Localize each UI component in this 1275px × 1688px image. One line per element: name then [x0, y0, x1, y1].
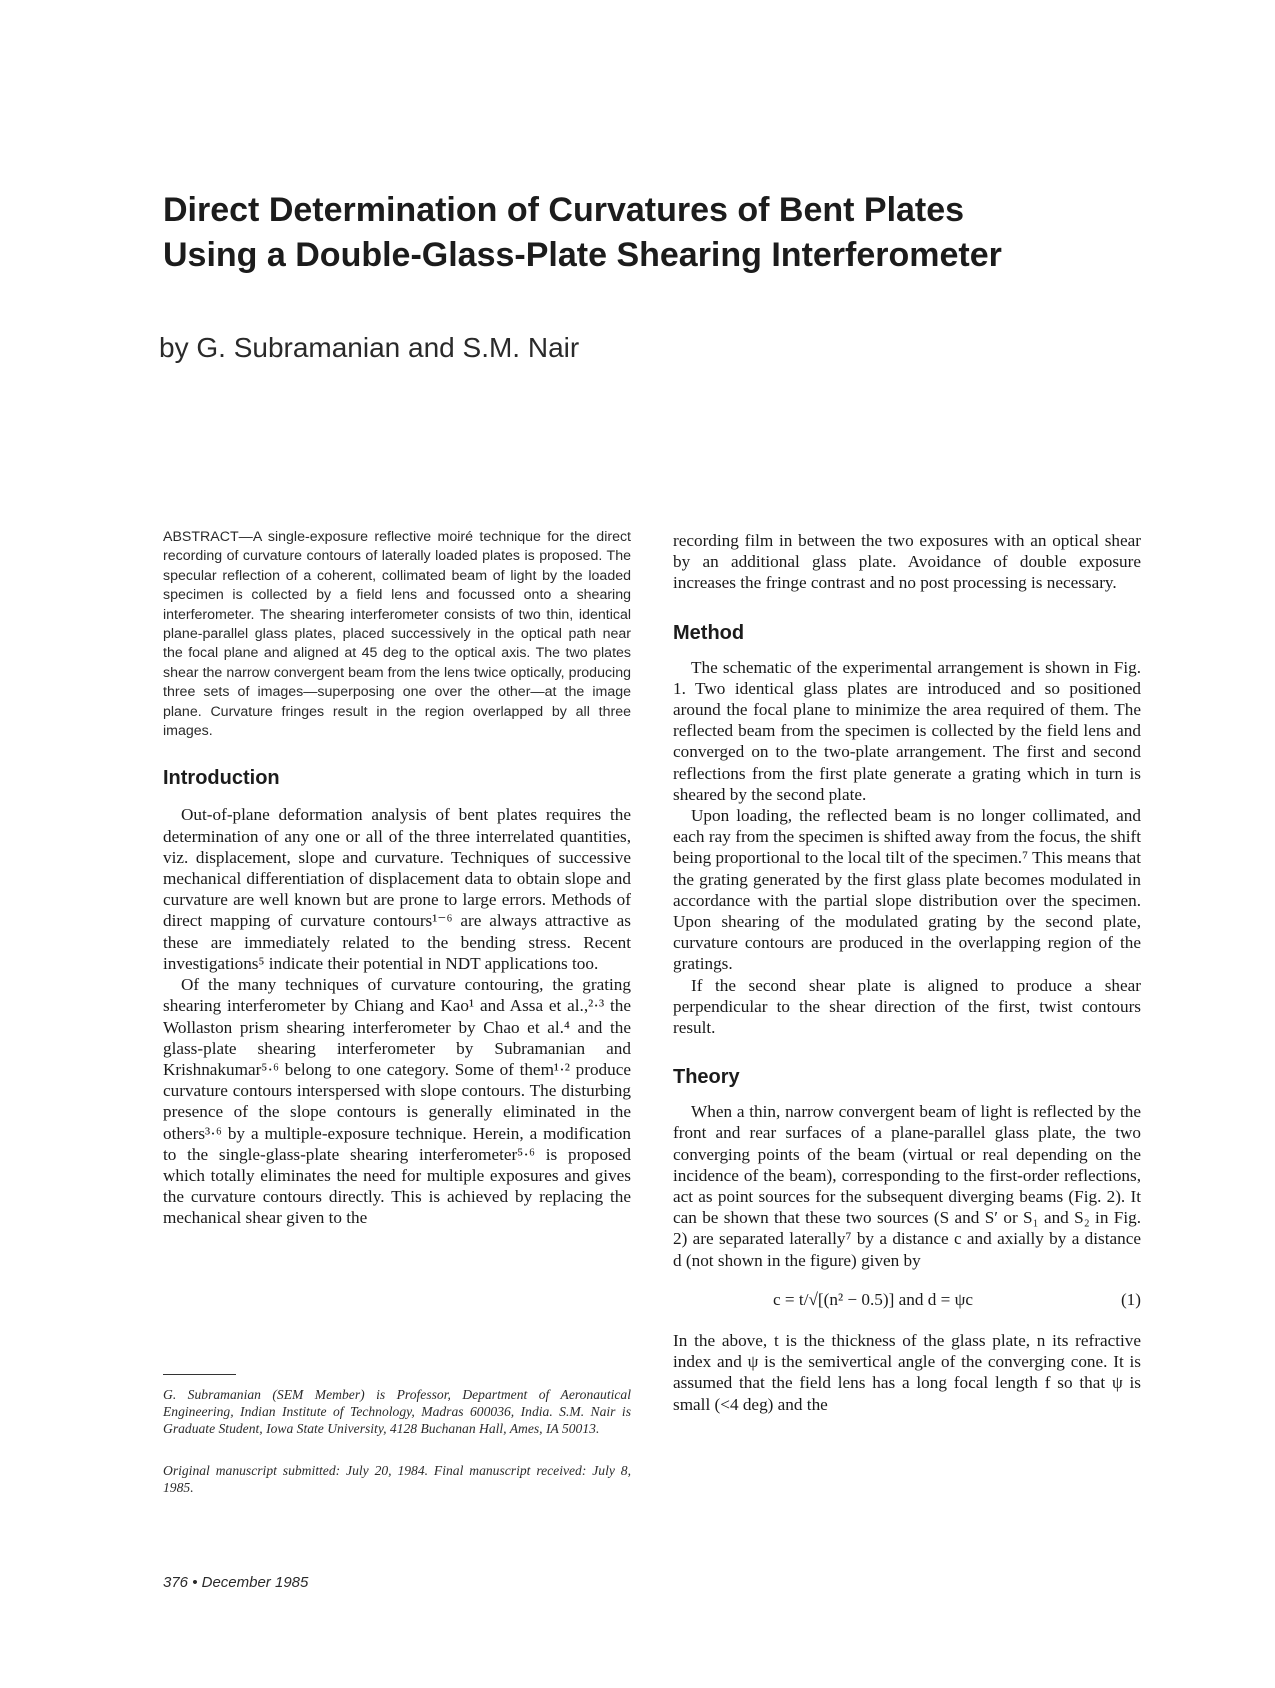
introduction-paragraph-2: Of the many techniques of curvature contouring, the grating shearing interferometer by Chiang and Kao¹ and Assa et al.,²·³ the Wollaston prism shearing interferometer by Chao et al.⁴ and the glass-plate shearing interferometer by Subramanian and Krishnakumar⁵·⁶ belong to one category. Some of them¹·² produce curvature contours interspersed with slope contours. The disturbing presence of the slope contours is generally eliminated in the others³·⁶ by a multiple-exposure technique. Herein, a modification to the single-glass-plate shearing interferometer⁵·⁶ is proposed which totally eliminates the need for multiple exposures and gives the curvature contours directly. This is achieved by replacing the mechanical shear given to the [163, 975, 631, 1228]
method-paragraph-2: Upon loading, the reflected beam is no longer collimated, and each ray from the specimen is shifted away from the focus, the shift being proportional to the local tilt of the specimen.⁷ This means that the grating generated by the first glass plate becomes modulated in accordance with the partial slope distribution over the specimen. Upon shearing of the modulated grating by the second plate, curvature contours are produced in the overlapping region of the gratings. [673, 806, 1141, 974]
theory-paragraph-1: When a thin, narrow convergent beam of light is reflected by the front and rear surfaces of a plane-parallel glass plate, the two converging points of the beam (virtual or real depending on the incidence of the beam), corresponding to the first-order reflections, act as point sources for the subsequent diverging beams (Fig. 2). It can be shown that these two sources (S and S′ or S₁ and S₂ in Fig. 2) are separated laterally⁷ by a distance c and axially by a distance d (not shown in the figure) given by [673, 1102, 1141, 1270]
equation-1 [673, 1289, 1141, 1310]
manuscript-dates-footnote: Original manuscript submitted: July 20, 1984. Final manuscript received: July 8, 1985. [163, 1463, 631, 1496]
title-line-1: Direct Determination of Curvatures of Bent Plates [163, 191, 965, 229]
introduction-body [163, 804, 631, 1228]
author-byline: by G. Subramanian and S.M. Nair [159, 332, 580, 363]
equation-number: (1) [1120, 1289, 1141, 1309]
title-line-2: Using a Double-Glass-Plate Shearing Interferometer [163, 236, 1002, 274]
footnote-rule [163, 1374, 236, 1375]
article-title [163, 188, 1163, 278]
introduction-paragraph-1: Out-of-plane deformation analysis of bent plates requires the determination of any one or all of the three interrelated quantities, viz. displacement, slope and curvature. Techniques of successive mechanical differentiation of displacement data to obtain slope and curvature are well known but are prone to large errors. Methods of direct mapping of curvature contours¹⁻⁶ are always attractive as these are immediately related to the bending stress. Recent investigations⁵ indicate their potential in NDT applications too. [163, 805, 631, 973]
method-heading: Method [673, 621, 745, 644]
continuation-paragraph: recording film in between the two exposures with an optical shear by an additional glass plate. Avoidance of double exposure increases the fringe contrast and no post processing is necessary. [673, 531, 1141, 593]
method-paragraph-3: If the second shear plate is aligned to produce a shear perpendicular to the shear direction of the first, twist contours result. [673, 975, 1141, 1038]
theory-paragraph-2: In the above, t is the thickness of the glass plate, n its refractive index and ψ is the semivertical angle of the converging cone. It is assumed that the field lens has a long focal length f so that ψ is small (<4 deg) and the [673, 1330, 1141, 1414]
method-body [673, 657, 1141, 1039]
theory-body [673, 1101, 1141, 1414]
page-folio: 376 • December 1985 [163, 1574, 309, 1591]
theory-heading: Theory [673, 1066, 740, 1089]
author-affiliation-footnote: G. Subramanian (SEM Member) is Professor, Department of Aeronautical Engineering, Indian Institute of Technology, Madras 600036, India. S.M. Nair is Graduate Student, Iowa State University, 4128 Buchanan Hall, Ames, IA 50013. [163, 1387, 631, 1437]
right-column [673, 530, 1141, 1415]
abstract: ABSTRACT—A single-exposure reflective moiré technique for the direct recording of curvature contours of laterally loaded plates is proposed. The specular reflection of a coherent, collimated beam of light by the loaded specimen is collected by a field lens and focussed onto a shearing interferometer. The shearing interferometer consists of two thin, identical plane-parallel glass plates, placed successively in the optical path near the focal plane and aligned at 45 deg to the optical axis. The two plates shear the narrow convergent beam from the lens twice optically, producing three sets of images—superposing one over the other—at the image plane. Curvature fringes result in the region overlapped by all three images. [163, 529, 631, 740]
equation-text: c = t/√[(n² − 0.5)] and d = ψc [773, 1289, 973, 1309]
method-paragraph-1: The schematic of the experimental arrangement is shown in Fig. 1. Two identical glass plates are introduced and so positioned around the focal plane to minimize the area required of them. The reflected beam from the specimen is collected by the field lens and converged on to the two-plate arrangement. The first and second reflections from the first plate generate a grating which in turn is sheared by the second plate. [673, 657, 1141, 804]
introduction-heading: Introduction [163, 767, 280, 790]
left-column [163, 528, 631, 1229]
